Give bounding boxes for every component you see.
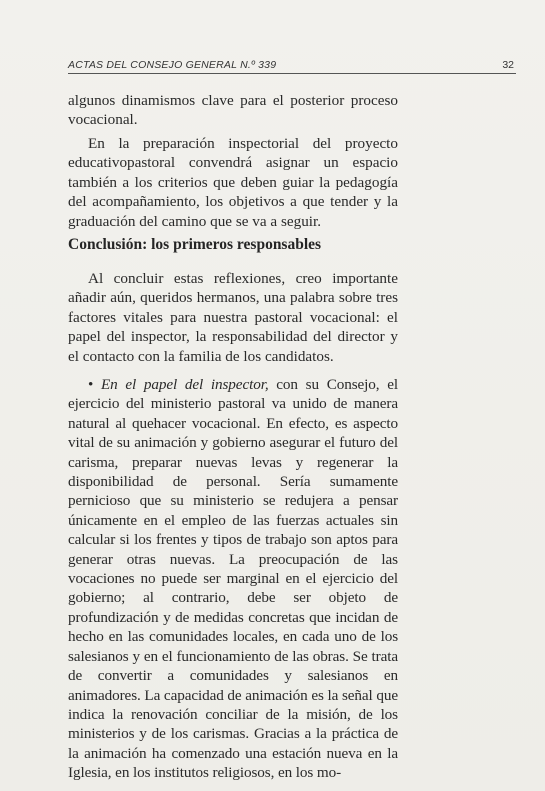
paragraph-block-3 bbox=[68, 269, 398, 366]
paragraph-4-emphasis: En el papel del inspector, bbox=[100, 376, 269, 393]
header-title: ACTAS DEL CONSEJO GENERAL N.º 339 bbox=[68, 59, 277, 71]
paragraph-3: Al concluir estas reflexiones, creo importante añadir aún, queridos hermanos, una palabra sobre tres factores vitales para nuestra pastoral vocacional: el papel del inspector, la responsabilidad del director y el contacto con la familia de los candidatos. bbox=[68, 270, 398, 365]
section-heading: Conclusión: los primeros responsables bbox=[68, 236, 322, 253]
paragraph-continuation bbox=[68, 91, 398, 130]
bullet-icon: • bbox=[88, 376, 94, 393]
paragraph-block-4 bbox=[68, 375, 398, 783]
paragraph-1: algunos dinamismos clave para el posterior proceso vocacional. bbox=[68, 92, 398, 129]
paragraph-4-body: con su Consejo, el ejercicio del ministerio pastoral va unido de manera natural al quehacer vocacional. En efecto, es aspecto vital de su animación y gobierno asegurar el futuro del carisma, preparar nuevas levas y regenerar la disponibilidad de personal. Sería sumamente pernicioso que su ministerio se redujera a pensar únicamente en el empleo de las fuerzas actuales sin calcular si los frentes y tipos de trabajo son aptos para generar otras nuevas. La preocupación de las vocaciones no puede ser marginal en el ejercicio del gobierno; al contrario, debe ser objeto de profundización y de medidas concretas que incidan de hecho en las comunidades locales, en cada uno de los salesianos y en el funcionamiento de las obras. Se trata de convertir a comunidades y salesianos en animadores. La capacidad de animación es la señal que indica la renovación conciliar de la misión, de los ministerios y de los carismas. Gracias a la práctica de la animación ha comenzado una estación nueva en la Iglesia, en los institutos religiosos, en los mo- bbox=[68, 376, 398, 782]
page-number: 32 bbox=[502, 59, 514, 71]
paragraph-2: En la preparación inspectorial del proyecto educativopastoral convendrá asignar un espacio también a los criterios que deben guiar la pedagogía del acompañamiento, los objetivos a que tender y la graduación del camino que se va a seguir. bbox=[68, 135, 398, 230]
paragraph-block-2 bbox=[68, 134, 398, 231]
paragraph-4 bbox=[68, 375, 398, 783]
header-rule bbox=[68, 73, 516, 74]
running-header bbox=[68, 57, 516, 74]
